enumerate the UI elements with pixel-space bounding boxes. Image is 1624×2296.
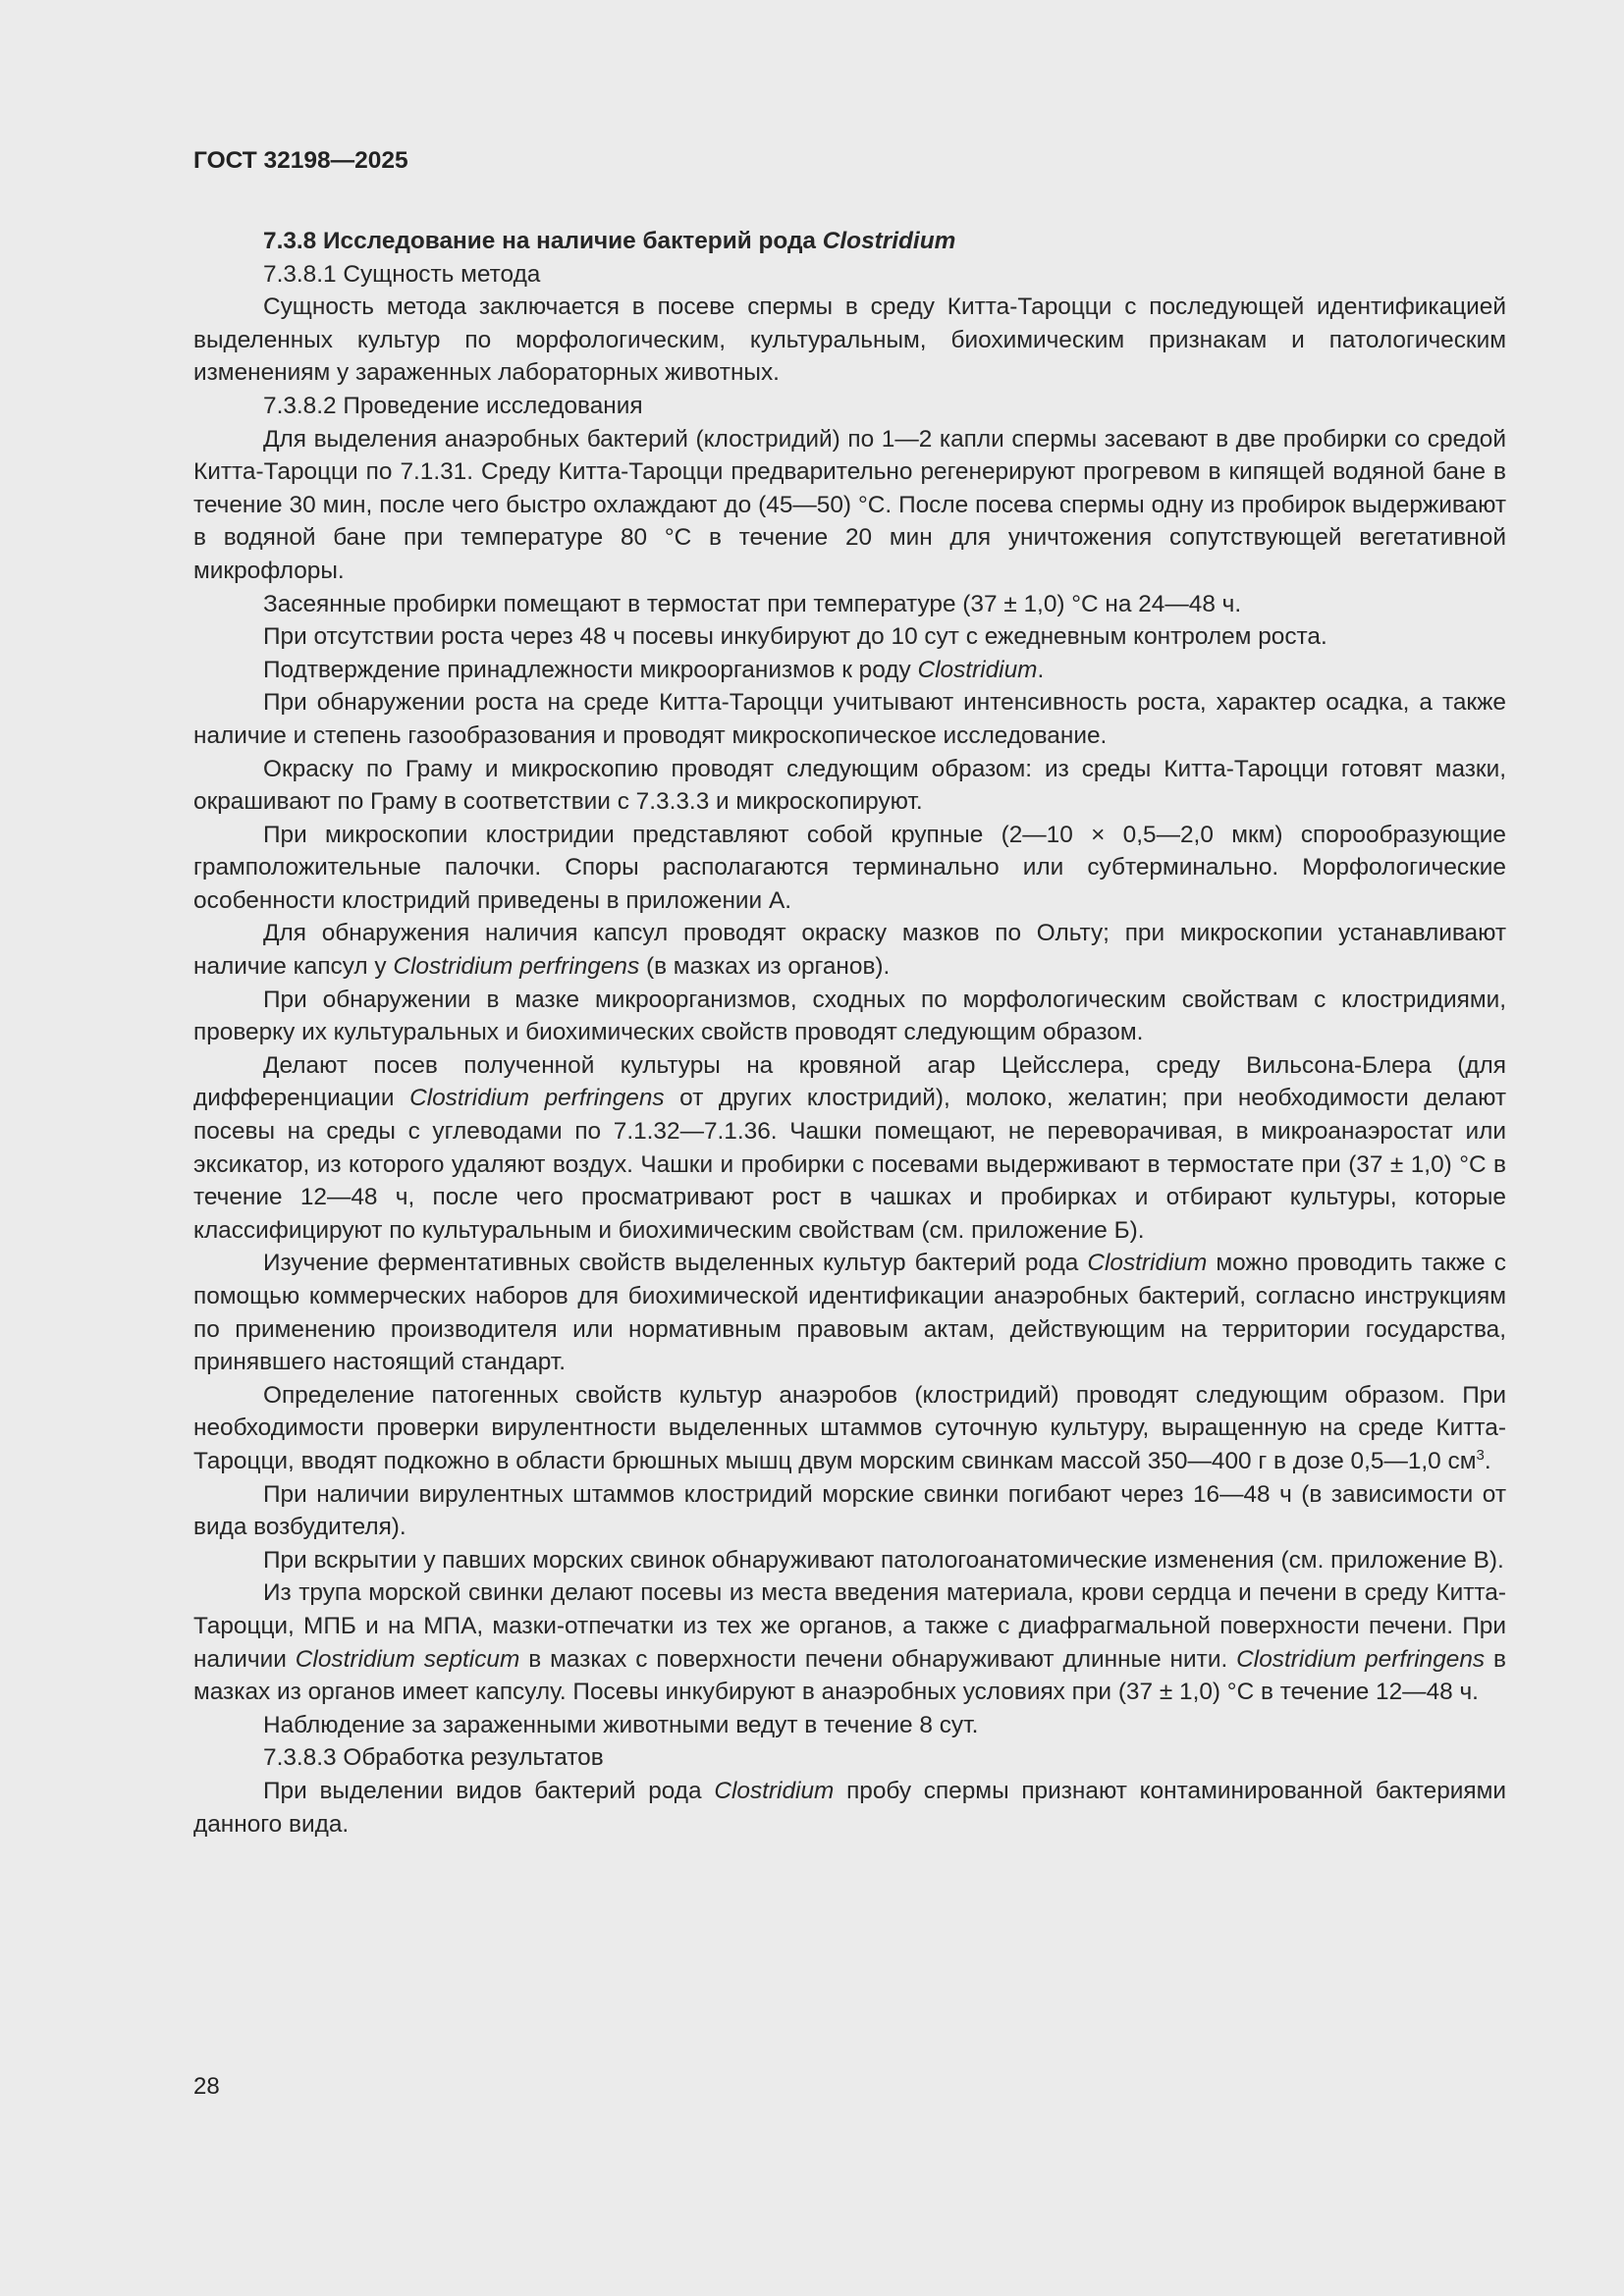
paragraph: При выделении видов бактерий рода Clostridium пробу спермы признают контаминированной бактериями данного вида. bbox=[193, 1777, 1506, 1838]
paragraph: При микроскопии клостридии представляют собой крупные (2—10 × 0,5—2,0 мкм) спорообразующие грамположительные палочки. Споры располагаются терминально или субтерминально. Морфологические особенности клостридий приведены в приложении А. bbox=[193, 821, 1506, 914]
document-header: ГОСТ 32198—2025 bbox=[193, 147, 408, 174]
paragraph: Окраску по Граму и микроскопию проводят следующим образом: из среды Китта-Тароцци готовят мазки, окрашивают по Граму в соответствии с 7.3.3.3 и микроскопируют. bbox=[193, 755, 1506, 816]
page-number: 28 bbox=[193, 2073, 220, 2100]
paragraph: Изучение ферментативных свойств выделенных культур бактерий рода Clostridium можно проводить также с помощью коммерческих наборов для биохимической идентификации анаэробных бактерий, согласно инструкциям по применению производителя или нормативным правовым актам, действующим на территории государства, принявшего настоящий стандарт. bbox=[193, 1250, 1506, 1376]
paragraph: Сущность метода заключается в посеве спермы в среду Китта-Тароцци с последующей идентификацией выделенных культур по морфологическим, культуральным, биохимическим признакам и патологическим изменениям у зараженных лабораторных животных. bbox=[193, 294, 1506, 387]
paragraph: Делают посев полученной культуры на кровяной агар Цейсслера, среду Вильсона-Блера (для дифференциации Clostridium perfringens от других клостридий), молоко, желатин; при необходимости делают посевы на среды с углеводами по 7.1.32—7.1.36. Чашки помещают, не переворачивая, в микроанаэростат или эксикатор, из которого удаляют воздух. Чашки и пробирки с посевами выдерживают в термостате при (37 ± 1,0) °С в течение 12—48 ч, после чего просматривают рост в чашках и пробирках и отбирают культуры, которые классифицируют по культуральным и биохимическим свойствам (см. приложение Б). bbox=[193, 1051, 1507, 1244]
subsection-title-procedure: 7.3.8.2 Проведение исследования bbox=[263, 392, 643, 419]
paragraph: При наличии вирулентных штаммов клостридий морские свинки погибают через 16—48 ч (в зависимости от вида возбудителя). bbox=[193, 1480, 1506, 1541]
section-heading: 7.3.8 Исследование на наличие бактерий рода Clostridium bbox=[263, 228, 956, 254]
paragraph: При обнаружении роста на среде Китта-Тароцци учитывают интенсивность роста, характер осадка, а также наличие и степень газообразования и проводят микроскопическое исследование. bbox=[193, 689, 1506, 749]
subsection-title-results: 7.3.8.3 Обработка результатов bbox=[263, 1744, 604, 1772]
paragraph: Наблюдение за зараженными животными ведут в течение 8 сут. bbox=[263, 1711, 979, 1738]
paragraph: Определение патогенных свойств культур анаэробов (клостридий) проводят следующим образом. При необходимости проверки вирулентности выделенных штаммов суточную культуру, выращенную на среде Китта-Тароцци, вводят подкожно в области брюшных мышц двум морским свинкам массой 350—400 г в дозе 0,5—1,0 $см^3$. bbox=[193, 1381, 1506, 1474]
paragraph: При обнаружении в мазке микроорганизмов, сходных по морфологическим свойствам с клостридиями, проверку их культуральных и биохимических свойств проводят следующим образом. bbox=[193, 986, 1506, 1046]
paragraph: Из трупа морской свинки делают посевы из места введения материала, крови сердца и печени в среду Китта-Тароцци, МПБ и на МПА, мазки-отпечатки из тех же органов, а также с диафрагмальной поверхности печени. При наличии Clostridium septicum в мазках с поверхности печени обнаруживают длинные нити. Clostridium perfringens в мазках из органов имеет капсулу. Посевы инкубируют в анаэробных условиях при (37 ± 1,0) °С в течение 12—48 ч. bbox=[193, 1579, 1507, 1706]
paragraph: Для обнаружения наличия капсул проводят окраску мазков по Ольту; при микроскопии устанавливают наличие капсул у Clostridium perfringens (в мазках из органов). bbox=[193, 920, 1506, 981]
subsection-title-method: 7.3.8.1 Сущность метода bbox=[263, 260, 541, 288]
paragraph: При вскрытии у павших морских свинок обнаруживают патологоанатомические изменения (см. приложение В). bbox=[263, 1546, 1504, 1574]
paragraph: При отсутствии роста через 48 ч посевы инкубируют до 10 сут с ежедневным контролем роста. bbox=[263, 623, 1327, 651]
paragraph: Подтверждение принадлежности микроорганизмов к роду Clostridium. bbox=[263, 656, 1045, 683]
document-body bbox=[193, 225, 1506, 1841]
paragraph: Для выделения анаэробных бактерий (клостридий) по 1—2 капли спермы засевают в две пробирки со средой Китта-Тароцци по 7.1.31. Среду Китта-Тароцци предварительно регенерируют прогревом в кипящей водяной бане в течение 30 мин, после чего быстро охлаждают до (45—50) °С. После посева спермы одну из пробирок выдерживают в водяной бане при температуре 80 °С в течение 20 мин для уничтожения сопутствующей вегетативной микрофлоры. bbox=[193, 425, 1506, 584]
paragraph: Засеянные пробирки помещают в термостат при температуре (37 ± 1,0) °С на 24—48 ч. bbox=[263, 590, 1242, 617]
